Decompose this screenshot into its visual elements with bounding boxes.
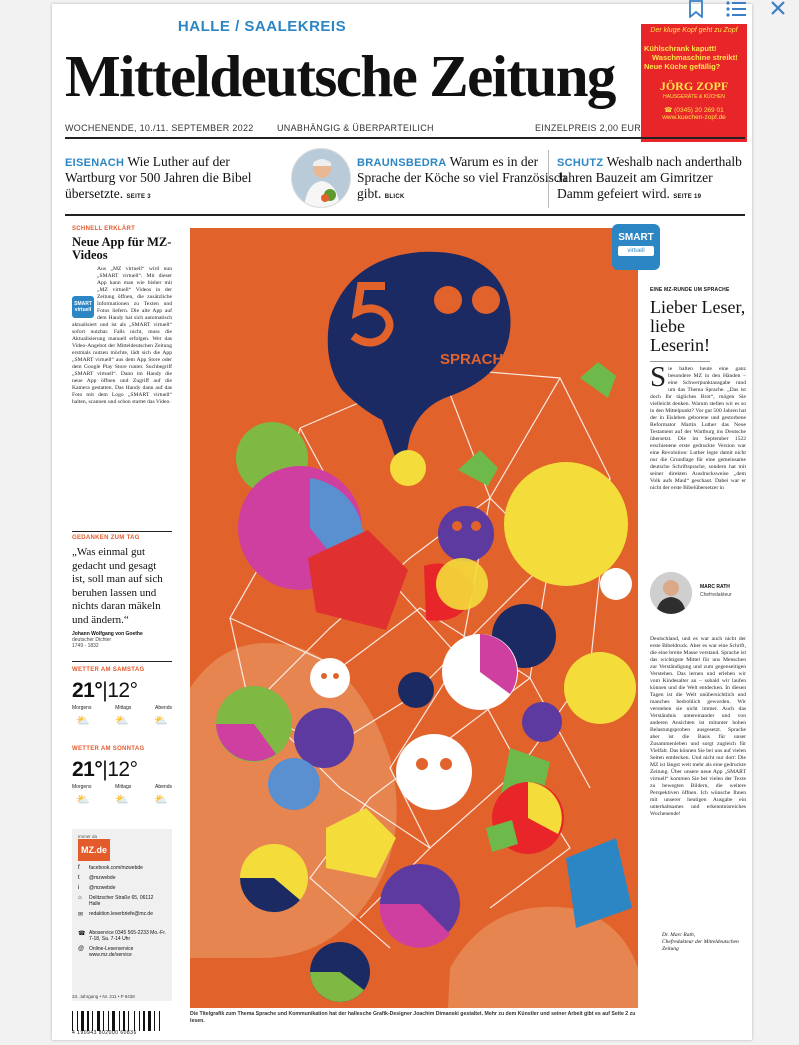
art-word: SPRACHE bbox=[440, 351, 514, 368]
barcode-bar bbox=[72, 1011, 73, 1031]
weather-label: WETTER AM SONNTAG bbox=[72, 746, 145, 752]
barcode-bar bbox=[154, 1011, 155, 1031]
contact-line[interactable] bbox=[78, 875, 166, 881]
teaser-keyword: EISENACH bbox=[65, 157, 125, 169]
barcode-bar bbox=[103, 1011, 104, 1031]
barcode-bar bbox=[159, 1011, 160, 1031]
barcode-bar bbox=[116, 1011, 118, 1031]
barcode-bar bbox=[128, 1011, 129, 1031]
contact-line bbox=[78, 895, 166, 907]
barcode-bar bbox=[94, 1011, 96, 1031]
editorial bbox=[650, 287, 746, 492]
author-photo bbox=[650, 572, 692, 614]
barcode-bar bbox=[81, 1011, 84, 1031]
volume-info: 33. Jahrgang • Nr. 211 • P 9438 bbox=[72, 994, 135, 999]
weather-label: WETTER AM SAMSTAG bbox=[72, 667, 145, 673]
smart-app-icon: SMART virtuell bbox=[72, 296, 94, 318]
contact-text: Delitzscher Straße 65, 06112 Halle bbox=[89, 895, 154, 907]
article-body: Aus „MZ virtuell“ wird nun „SMART virtuell“. Mit dieser App kann man wie bisher mit „MZ virtuell“ Videos in der Zeitung öffnen, die zusätzliche Informationen zu Texten und Fotos liefern. Die alte App auf dem Handy hat sich automatisch aktualisiert und ist als „SMART virtuell“ sofort nutzbar. Falls nicht, muss die Aktualisierung manuell erfolgen. Wer das Video-Angebot der Mitteldeutschen Zeitung erstmals nutzen möchte, lädt sich die App „SMART virtuell“ aus dem App Store oder dem Google Play Store runter. Suchbegriff „SMART virtuell“. Dann im Handy die neue App öffnen und Zugriff auf die Kamera gestatten. Das Handy dann auf das Foto mit dem Logo „SMART virtuell“ halten, scannen und schon startet das Video. bbox=[72, 266, 172, 405]
ad-brand-sub: HAUSGERÄTE & KÜCHEN bbox=[663, 94, 725, 100]
divider bbox=[72, 661, 172, 662]
barcode-bar bbox=[79, 1011, 80, 1031]
time-label: Abends bbox=[155, 784, 172, 790]
teaser-page: SEITE 3 bbox=[126, 194, 151, 200]
barcode-bar bbox=[156, 1011, 158, 1031]
phone-icon: ☎ bbox=[78, 931, 86, 937]
contact-line[interactable] bbox=[78, 865, 166, 871]
weather-times bbox=[72, 784, 172, 790]
barcode-bar bbox=[85, 1011, 86, 1031]
badge-subtitle: virtuell bbox=[618, 246, 654, 256]
divider bbox=[548, 150, 549, 208]
barcode-bar bbox=[119, 1011, 120, 1031]
mz-logo[interactable]: MZ.de bbox=[78, 839, 110, 861]
barcode-bar bbox=[97, 1011, 100, 1031]
section-kicker: EINE MZ-RUNDE UM SPRACHE bbox=[650, 287, 730, 293]
sun-cloud-rain-icon: ⛅ bbox=[76, 715, 90, 727]
newspaper-page bbox=[52, 4, 752, 1040]
temp-low: 12° bbox=[107, 679, 138, 702]
temp-high: 21° bbox=[72, 679, 103, 702]
sun-cloud-rain-icon: ⛅ bbox=[154, 715, 168, 727]
ad-brand: JÖRG ZOPF bbox=[659, 79, 729, 93]
teaser-page: SEITE 19 bbox=[673, 194, 702, 200]
teaser-braunsbedra[interactable] bbox=[357, 154, 567, 202]
list-icon[interactable] bbox=[726, 1, 746, 17]
contact-line[interactable] bbox=[78, 946, 166, 958]
time-label: Morgens bbox=[72, 705, 92, 711]
weather-temp: 21°|12° bbox=[72, 679, 138, 702]
smart-virtuell-badge[interactable] bbox=[612, 224, 660, 270]
divider bbox=[72, 531, 172, 532]
time-label: Morgens bbox=[72, 784, 92, 790]
barcode-bar bbox=[87, 1011, 89, 1031]
advertisement[interactable] bbox=[641, 24, 747, 142]
weather-sunday bbox=[72, 746, 172, 806]
time-label: Mittags bbox=[115, 705, 132, 711]
ad-phone: ☎ (0345) 20 269 01 bbox=[664, 107, 724, 114]
barcode-bar bbox=[134, 1011, 135, 1031]
barcode-bar bbox=[90, 1011, 91, 1031]
tagline: UNABHÄNGIG & ÜBERPARTEILICH bbox=[277, 123, 434, 133]
editorial-continued bbox=[650, 636, 746, 818]
app-news-box bbox=[72, 226, 172, 406]
weather-saturday bbox=[72, 667, 172, 727]
barcode bbox=[72, 1003, 172, 1031]
barcode-bar bbox=[139, 1011, 140, 1031]
art-caption: Die Titelgrafik zum Thema Sprache und Kommunikation hat der hallesche Grafik-Designer Joachim Dimanski gestaltet. Mehr zu dem Künstler und seiner Arbeit gibt es auf Seite 2 zu lesen. bbox=[190, 1011, 636, 1024]
contact-text: Online-Leserservice www.mz.de/service bbox=[89, 946, 134, 958]
region-label: HALLE / SAALEKREIS bbox=[177, 18, 347, 35]
temp-high: 21° bbox=[72, 758, 103, 781]
ad-website: www.kuechen-zopf.de bbox=[662, 114, 726, 121]
drop-cap: S bbox=[650, 361, 667, 393]
bookmark-icon[interactable] bbox=[688, 0, 704, 18]
signature bbox=[662, 932, 746, 953]
quote-role: deutscher Dichter bbox=[72, 637, 112, 643]
ad-line: Neue Küche gefällig? bbox=[644, 62, 721, 71]
chef-photo bbox=[291, 148, 351, 208]
author-box bbox=[650, 572, 746, 614]
mail-icon: ✉ bbox=[78, 912, 84, 918]
badge-title: SMART bbox=[618, 232, 654, 243]
barcode-number: 4 190943 802000 60836 bbox=[72, 1030, 137, 1036]
editorial-headline: Lieber Leser, liebe Leserin! bbox=[650, 297, 746, 355]
contact-line[interactable] bbox=[78, 911, 166, 918]
twitter-icon: t bbox=[78, 875, 80, 881]
ad-slogan: Der kluge Kopf geht zu Zopf bbox=[650, 27, 738, 34]
ad-line: Waschmaschine streikt! bbox=[652, 53, 738, 62]
sun-cloud-rain-icon: ⛅ bbox=[115, 794, 129, 806]
close-icon[interactable] bbox=[770, 0, 786, 16]
barcode-bar bbox=[74, 1011, 76, 1031]
web-icon: @ bbox=[78, 946, 85, 952]
teaser-text: Warum es in der Sprache der Köche so viel Französisch gibt. bbox=[357, 154, 567, 201]
editorial-body: ie halten heute eine ganz besondere MZ in den Händen – eine Schwerpunktausgabe rund um das Thema Sprache. „Das ist doch Ihr tägliches Brot“, mögen Sie vielleicht denken. Warum stellen wir es so in den Mittelpunkt? Vor gut 500 Jahren hat der in Eisleben geborene und gestorbene Reformator Martin Luther das Neue Testament auf der Wartburg ins Deutsche übersetzt. Die im September 1522 erschienene erste gedruckte Version war eine Revolution: Luther legte damit nicht nur die Grundlage für eine gemeinsame deutsche Schriftsprache, sondern hat mit seiner direkten Ausdrucksweise „dem Volk aufs Maul“ geschaut. Dabei war er nicht der erste Bibelübersetzer in bbox=[650, 366, 746, 491]
barcode-bar bbox=[152, 1011, 153, 1031]
barcode-bar bbox=[108, 1011, 109, 1031]
sun-cloud-rain-icon: ⛅ bbox=[115, 715, 129, 727]
sun-cloud-rain-icon: ⛅ bbox=[154, 794, 168, 806]
facebook-icon: f bbox=[78, 865, 80, 871]
teaser-keyword: BRAUNSBEDRA bbox=[357, 157, 447, 169]
barcode-bar bbox=[143, 1011, 145, 1031]
barcode-bar bbox=[101, 1011, 102, 1031]
temp-low: 12° bbox=[107, 758, 138, 781]
contact-text: Aboservice 0345 565-2233 Mo.-Fr. 7-18, Sa. 7-14 Uhr bbox=[89, 930, 166, 942]
teaser-keyword: SCHUTZ bbox=[557, 157, 604, 169]
home-icon: ⌂ bbox=[78, 895, 82, 901]
quote-years: 1749 - 1832 bbox=[72, 643, 99, 649]
time-label: Abends bbox=[155, 705, 172, 711]
author-name: MARC RATH bbox=[700, 584, 730, 590]
weather-times bbox=[72, 705, 172, 711]
barcode-bar bbox=[112, 1011, 115, 1031]
issue-date: WOCHENENDE, 10./11. SEPTEMBER 2022 bbox=[65, 123, 254, 133]
editorial-body: Deutschland, und es war auch nicht der erste Bibeldruck. Aber es war eine Schrift, die eine breite Masse verstand. Sprache ist das wichtigste Mittel für uns Menschen zur Verständigung und zum gegenseitigen Verstehen. Das lernen und erleben wir vom Kindesalter an – sobald wir laufen können und die Welt entdecken. In diesen Tagen ist die Welt unübersichtlich und manches bedrohlich geworden. Wir verstehen sie nicht immer. Auch das Verständnis untereinander und von anderen Ansichten ist mitunter hohen Belastungsproben ausgesetzt. Sprache aber ist die Basis für unser Zusammenleben und sorgt zugleich für Vielfalt. Das können Sie bei uns auf vielen Seiten entdecken. Und nicht nur dort: Die MZ ist längst weit mehr als eine gedruckte Zeitung. Über unsere neue App „SMART virtuell“ kommen Sie bei vielen der Texte zu bewegten Bildern, die weitere Perspektiven öffnen. Ich wünsche Ihnen mit unserer heutigen Ausgabe ein unterhaltsames und erkenntnisreiches Wochenende! bbox=[650, 636, 746, 817]
barcode-bar bbox=[92, 1011, 93, 1031]
barcode-bar bbox=[146, 1011, 147, 1031]
ad-text bbox=[644, 44, 744, 71]
price: EINZELPREIS 2,00 EUR bbox=[535, 123, 642, 133]
teaser-text: Weshalb nach anderthalb Jahren Bauzeit am Gimritzer Damm gefeiert wird. bbox=[557, 154, 742, 201]
signature-role: Chefredakteur der Mitteldeutschen Zeitung bbox=[662, 939, 739, 952]
mz-kicker: Immer da bbox=[78, 834, 98, 839]
barcode-bar bbox=[126, 1011, 127, 1031]
barcode-bar bbox=[77, 1011, 78, 1031]
mz-contact-box bbox=[72, 829, 172, 1001]
ad-line: Kühlschrank kaputt! bbox=[644, 44, 717, 53]
teaser-text: Wie Luther auf der Wartburg vor 500 Jahren die Bibel übersetzte. bbox=[65, 154, 252, 201]
barcode-bar bbox=[123, 1011, 125, 1031]
barcode-bar bbox=[136, 1011, 138, 1031]
weather-temp: 21°|12° bbox=[72, 758, 138, 781]
newspaper-title: Mitteldeutsche Zeitung bbox=[65, 43, 615, 109]
barcode-bar bbox=[148, 1011, 151, 1031]
barcode-bar bbox=[130, 1011, 133, 1031]
contact-text: @mzwebde bbox=[89, 885, 116, 891]
sun-cloud-rain-icon: ⛅ bbox=[76, 794, 90, 806]
barcode-bar bbox=[141, 1011, 142, 1031]
barcode-bar bbox=[121, 1011, 122, 1031]
contact-text: facebook.com/mzwebde bbox=[89, 865, 143, 871]
quote-text: „Was einmal gut gedacht und gesagt ist, soll man auf sich beruhen lassen und nichts daran mäkeln und ändern.“ bbox=[72, 546, 163, 626]
signature-name: Dr. Marc Rath, bbox=[662, 932, 696, 938]
section-kicker: GEDANKEN ZUM TAG bbox=[72, 535, 140, 541]
weather-icons bbox=[72, 793, 172, 806]
divider bbox=[65, 137, 745, 139]
barcode-bar bbox=[161, 1011, 163, 1031]
author-role: Chefredakteur bbox=[700, 592, 732, 598]
instagram-icon: i bbox=[78, 885, 80, 891]
contact-line[interactable] bbox=[78, 930, 166, 942]
contact-text: redaktion.leserbriefe@mz.de bbox=[89, 911, 153, 917]
cover-artwork bbox=[190, 228, 638, 1008]
teaser-page: BLICK bbox=[384, 194, 405, 200]
barcode-bar bbox=[110, 1011, 111, 1031]
quote-author: Johann Wolfgang von Goethe bbox=[72, 631, 143, 637]
weather-icons bbox=[72, 714, 172, 727]
contact-text: @mzwebde bbox=[89, 875, 116, 881]
divider bbox=[65, 214, 745, 216]
time-label: Mittags bbox=[115, 784, 132, 790]
quote-box bbox=[72, 535, 172, 649]
barcode-bar bbox=[105, 1011, 107, 1031]
contact-line[interactable] bbox=[78, 885, 166, 891]
teaser-eisenach[interactable] bbox=[65, 154, 280, 202]
section-kicker: SCHNELL ERKLÄRT bbox=[72, 226, 136, 232]
article-headline: Neue App für MZ-Videos bbox=[72, 235, 172, 262]
teaser-schutz[interactable] bbox=[557, 154, 747, 202]
